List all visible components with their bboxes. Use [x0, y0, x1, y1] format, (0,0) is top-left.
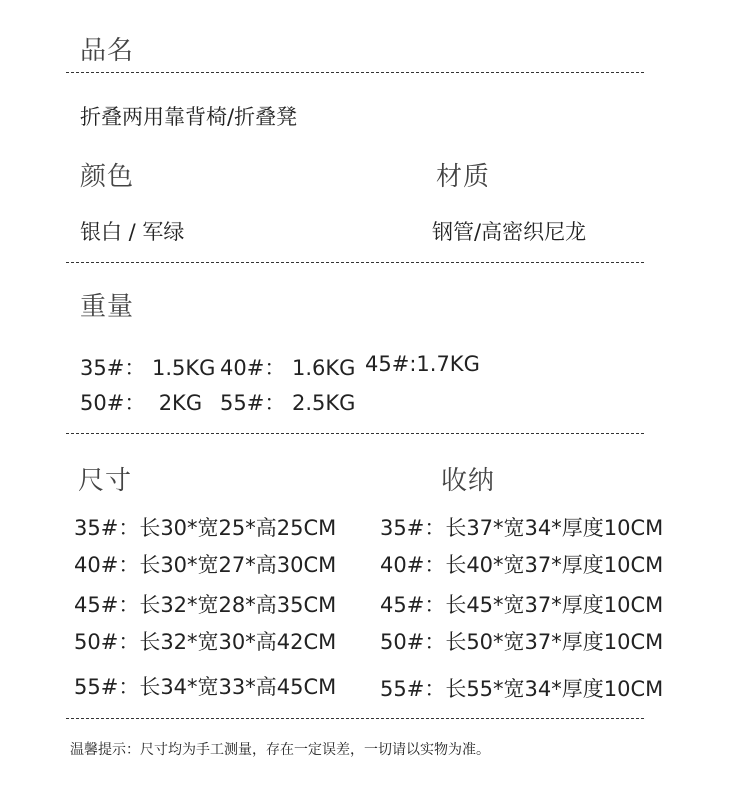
divider — [66, 433, 644, 434]
weight-value: 2KG — [158, 391, 203, 415]
weight-sep: ： — [264, 391, 286, 415]
dimensions-row: 45#：长32*宽28*高35CM — [74, 593, 337, 617]
folded-row: 45#：长45*宽37*厚度10CM — [380, 593, 664, 617]
weight-item-55 — [220, 387, 355, 417]
weight-value: 1.5KG — [152, 356, 216, 380]
weight-sep: ： — [124, 391, 146, 415]
dimensions-row: 50#：长32*宽30*高42CM — [74, 630, 337, 654]
weight-item-50 — [80, 387, 202, 417]
color-heading: 颜色 — [80, 162, 135, 192]
weight-size: 55# — [220, 391, 265, 415]
dimensions-row: 55#：长34*宽33*高45CM — [74, 675, 337, 699]
weight-item-35 — [80, 352, 215, 382]
divider — [66, 72, 644, 73]
divider — [66, 718, 644, 719]
product-name-heading: 品名 — [80, 36, 135, 66]
material-value: 钢管/高密织尼龙 — [432, 220, 587, 244]
weight-size: 40# — [220, 356, 265, 380]
weight-value: 1.6KG — [292, 356, 356, 380]
product-name-value: 折叠两用靠背椅/折叠凳 — [80, 105, 298, 129]
dimensions-row: 35#：长30*宽25*高25CM — [74, 516, 337, 540]
weight-size: 35# — [80, 356, 125, 380]
weight-size: 45# — [365, 352, 410, 376]
weight-sep: : — [409, 352, 417, 376]
weight-item-40 — [220, 352, 355, 382]
weight-value: 1.7KG — [416, 352, 480, 376]
folded-row: 55#：长55*宽34*厚度10CM — [380, 677, 664, 701]
folded-row: 40#：长40*宽37*厚度10CM — [380, 553, 664, 577]
disclaimer-note: 温馨提示：尺寸均为手工测量，存在一定误差，一切请以实物为准。 — [70, 742, 490, 758]
folded-row: 35#：长37*宽34*厚度10CM — [380, 516, 664, 540]
weight-value: 2.5KG — [292, 391, 356, 415]
color-value: 银白 / 军绿 — [80, 220, 185, 244]
weight-item-45 — [365, 352, 480, 376]
weight-size: 50# — [80, 391, 125, 415]
material-heading: 材质 — [436, 162, 491, 192]
folded-row: 50#：长50*宽37*厚度10CM — [380, 630, 664, 654]
folded-heading: 收纳 — [441, 466, 496, 496]
dimensions-heading: 尺寸 — [78, 466, 133, 496]
divider — [66, 262, 644, 263]
weight-sep: ： — [264, 356, 286, 380]
weight-sep: ： — [124, 356, 146, 380]
dimensions-row: 40#：长30*宽27*高30CM — [74, 553, 337, 577]
weight-heading: 重量 — [80, 292, 135, 322]
